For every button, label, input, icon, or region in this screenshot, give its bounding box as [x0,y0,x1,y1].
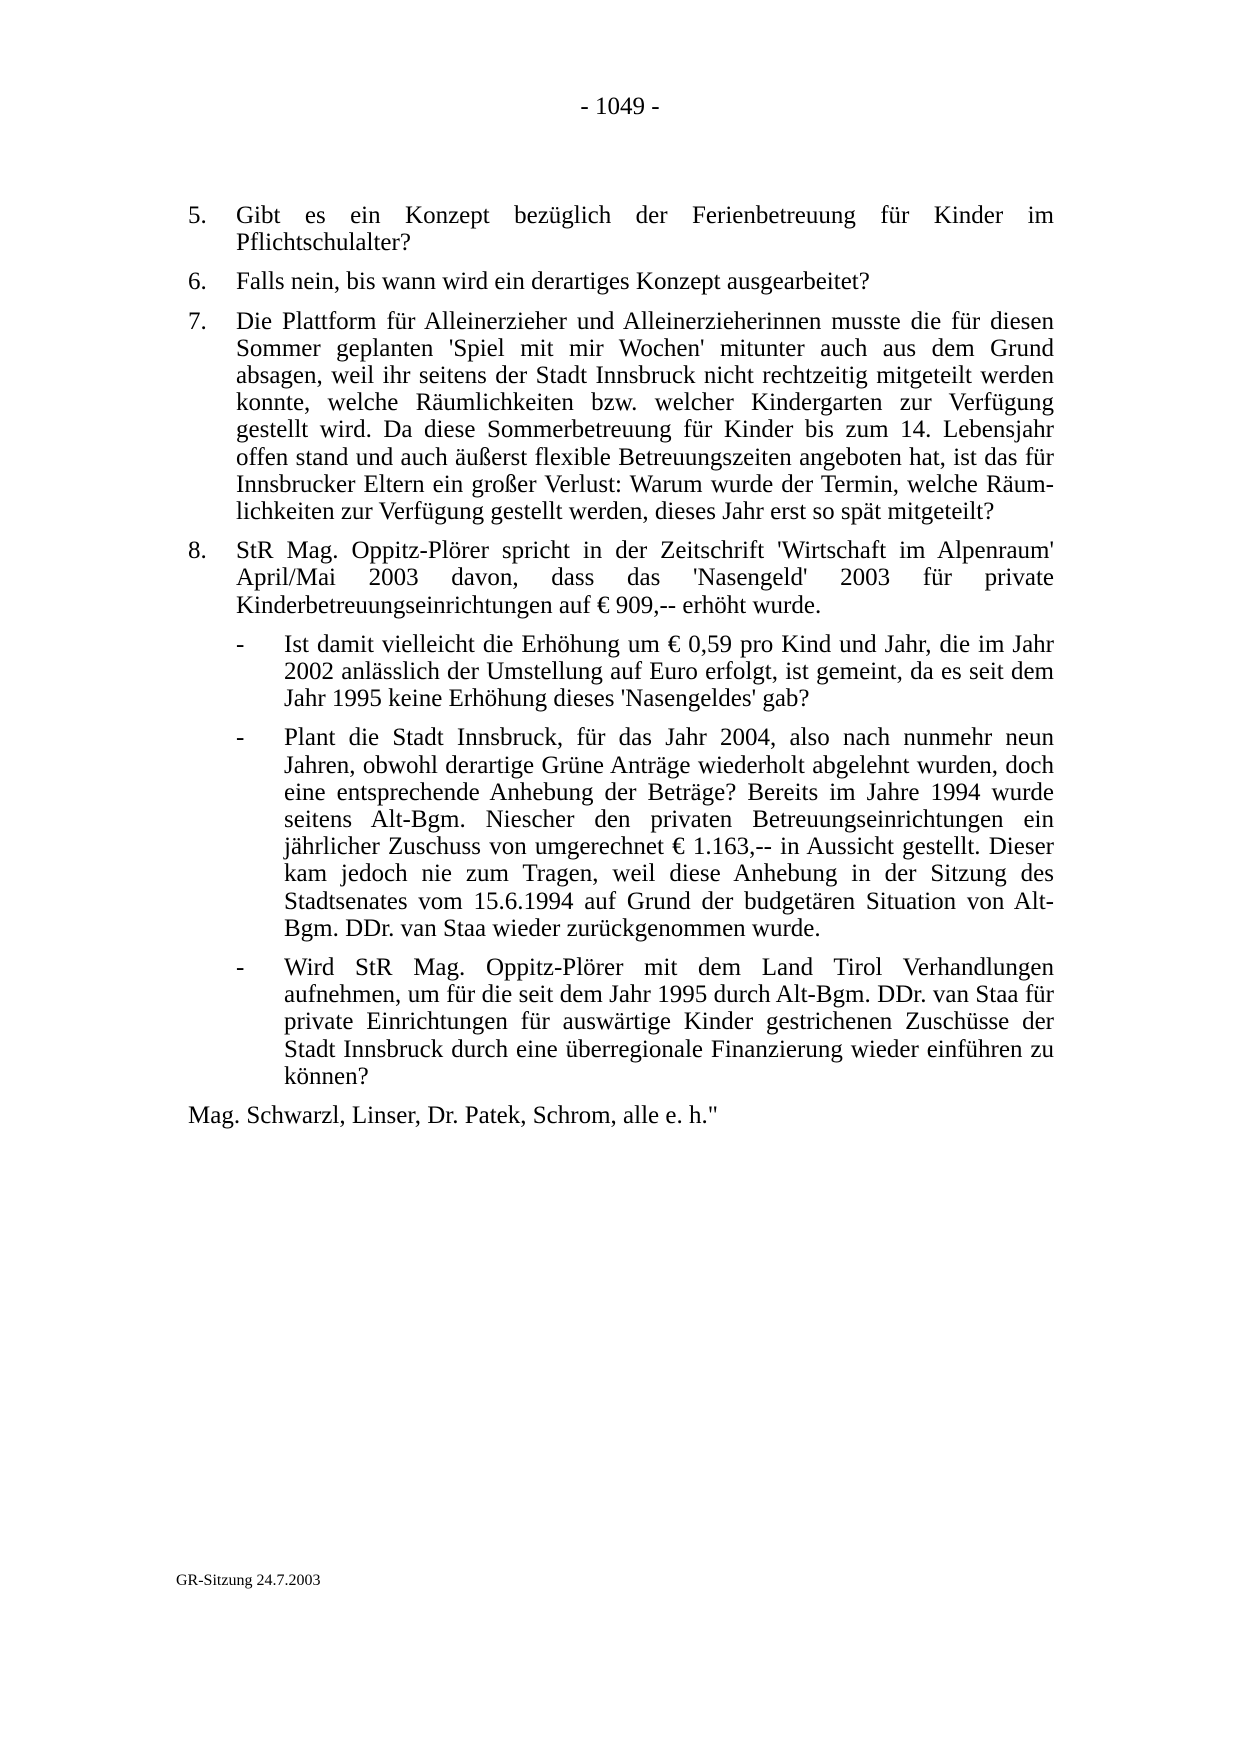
sub-item [236,724,1054,942]
list-item-5 [188,202,1054,256]
list-item-number: 6. [188,268,207,296]
list-item-text: Falls nein, bis wann wird ein derartiges Konzept ausgearbeitet? [236,268,870,296]
sub-item-text: Plant die Stadt Innsbruck, für das Jahr 2004, also nach nunmehr neun Jahren, obwohl derartige Grüne Anträge wiederholt abgelehnt wurden, doch eine entsprechende Anhebung der Beträge? Bereits im Jahre 1994 wurde seitens Alt-Bgm. Niescher den privaten Betreuungseinrichtungen ein jährlicher Zuschuss von umgerechnet € 1.163,-- in Aussicht gestellt. Dieser kam jedoch nie zum Tragen, weil diese Anhebung in der Sitzung des Stadtsenates vom 15.6.1994 auf Grund der budgetären Situation von Alt-Bgm. DDr. van Staa wieder zurückgenommen wurde. [284,724,1054,942]
list-item-8 [188,537,1054,1090]
list-item-number: 8. [188,537,207,565]
sub-item-text: Ist damit vielleicht die Erhöhung um € 0,59 pro Kind und Jahr, die im Jahr 2002 anlässlich der Umstellung auf Euro erfolgt, ist gemeint, da es seit dem Jahr 1995 keine Erhöhung dieses 'Nasengeldes' gab? [284,630,1054,713]
list-item-text: Gibt es ein Konzept bezüglich der Ferienbetreuung für Kinder im Pflichtschulalter? [236,202,1054,257]
page-number: - 1049 - [580,93,660,120]
list-item-6 [188,268,1054,295]
sub-list [236,631,1054,1090]
list-item-number: 5. [188,202,207,229]
sub-item-marker: - [236,954,245,982]
sub-item-marker: - [236,630,245,658]
signature-line: Mag. Schwarzl, Linser, Dr. Patek, Schrom, alle e. h." [188,1102,718,1130]
list-item-number: 7. [188,307,207,335]
document-body [188,202,1054,1129]
sub-item [236,631,1054,713]
sub-item-text: Wird StR Mag. Oppitz-Plörer mit dem Land Tirol Verhandlungen aufnehmen, um für die seit dem Jahr 1995 durch Alt-Bgm. DDr. van Staa für private Einrichtungen für auswärtige Kinder gestrichenen Zuschüsse der Stadt Innsbruck durch eine überregionale Finanzierung wieder einführen zu können? [284,954,1054,1090]
list-item-text: Die Plattform für Alleinerzieher und Alleinerzieherinnen musste die für diesen Sommer geplanten 'Spiel mit mir Wochen' mitunter auch aus dem Grund absagen, weil ihr seitens der Stadt Innsbruck nicht rechtzeitig mitgeteilt werden konnte, welche Räumlichkeiten bzw. welcher Kindergarten zur Verfügung gestellt wird. Da diese Sommerbetreuung für Kinder bis zum 14. Lebensjahr offen stand und auch äußerst flexible Betreuungszeiten angeboten hat, ist das für Innsbrucker Eltern ein großer Verlust: Warum wurde der Termin, welche Räumlichkeiten zur Verfügung gestellt werden, dieses Jahr erst so spät mitgeteilt? [236,307,1054,526]
footer-session-date: GR-Sitzung 24.7.2003 [176,1572,321,1589]
list-item-7 [188,308,1054,526]
sub-item-marker: - [236,724,245,752]
list-item-text: StR Mag. Oppitz-Plörer spricht in der Zeitschrift 'Wirtschaft im Alpenraum' April/Mai 2003 davon, dass das 'Nasengeld' 2003 für private Kinderbetreuungseinrichtungen auf € 909,-- erhöht wurde. [236,537,1054,619]
sub-item [236,954,1054,1090]
